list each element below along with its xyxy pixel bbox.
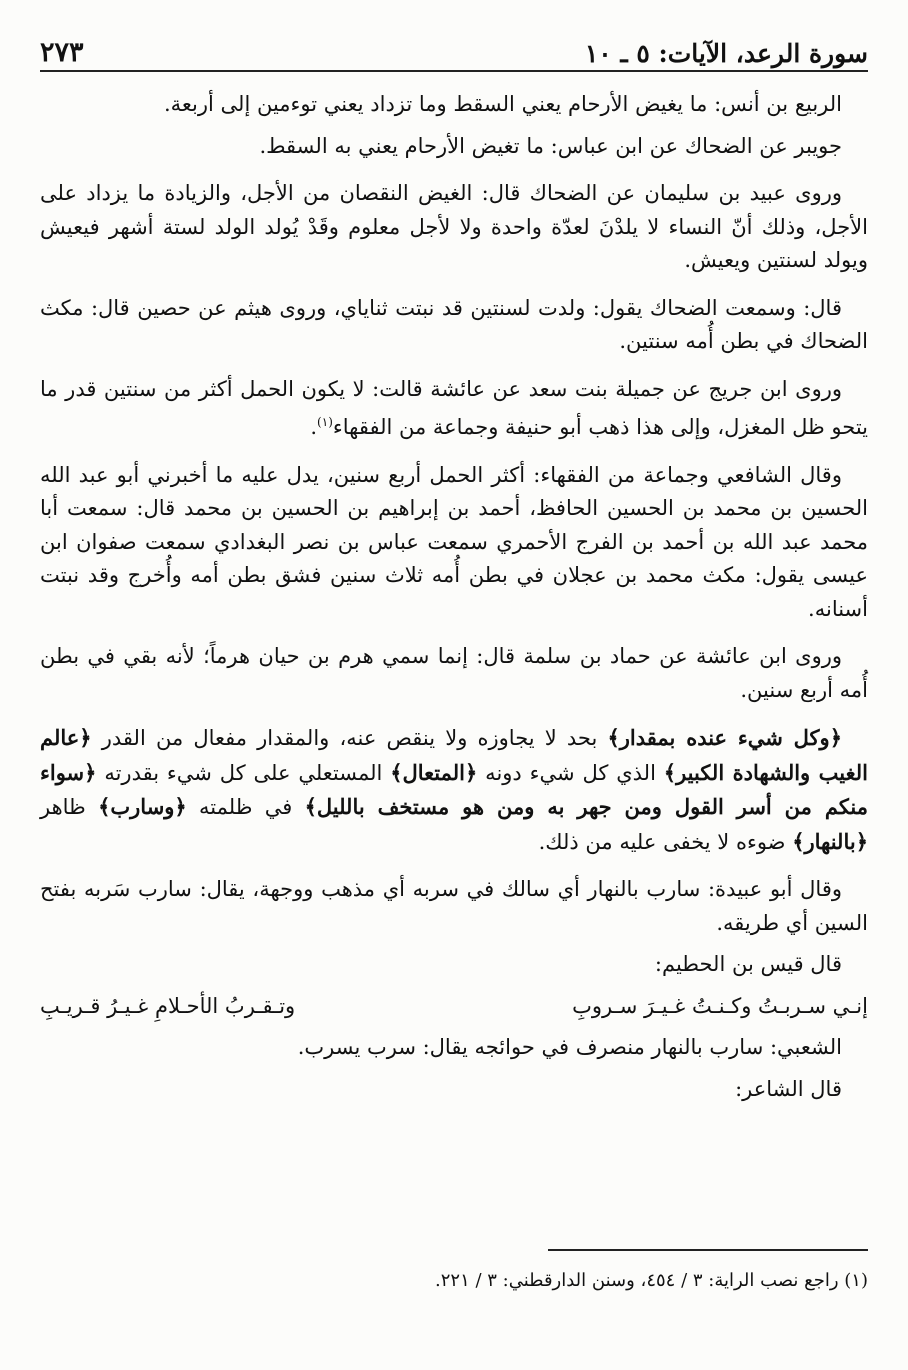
paragraph-6: وقال الشافعي وجماعة من الفقهاء: أكثر الحمل أربع سنين، يدل عليه ما أخبرني أبو عبد الله الحسين بن محمد بن الحسين الحافظ، أحمد بن إبراهيم بن الحسين بن محمد قال: سمعت أبا محمد عبد الله بن أحمد بن الفرج الأحمري سمعت عباس بن نصر البغدادي سمعت صفوان ابن عيسى يقول: مكث محمد بن عجلان في بطن أُمه ثلاث سنين فشق بطن أمه وأُخرج وقد نبتت أسنانه. xyxy=(40,462,868,621)
footnote-rule xyxy=(548,1249,868,1251)
commentary-text: ظاهر xyxy=(40,795,99,819)
poetry-verse xyxy=(40,990,868,1024)
paragraph-3: وروى عبيد بن سليمان عن الضحاك قال: الغيض النقصان من الأجل، والزيادة ما يزداد على الأجل، وذلك أنّ النساء لا يلدْنَ لعدّة واحدة ولا لأجل معلوم وقَدْ يُولد الولد لستة أشهر فيعيش ويولد لسنتين ويعيش. xyxy=(40,181,868,272)
quran-quote: ﴿بالنهار﴾ xyxy=(792,828,868,854)
verse-second-hemistich: وتـقـربُ الأحـلامِ غـيـرُ قـريـبِ xyxy=(40,993,296,1018)
page-number: ٢٧٣ xyxy=(40,37,84,68)
commentary-text: المستعلي على كل شيء بقدرته xyxy=(96,760,391,785)
quran-quote: ﴿عالم الغيب والشهادة الكبير﴾ xyxy=(40,725,868,785)
commentary-text: ضوءه لا يخفى عليه من ذلك. xyxy=(538,829,793,854)
running-header xyxy=(40,28,868,68)
header-rule xyxy=(40,70,868,72)
paragraph-5-text: وروى ابن جريج عن جميلة بنت سعد عن عائشة قالت: لا يكون الحمل أكثر من سنتين قدر ما يتحو ظل المغزل، وإلى هذا ذهب أبو حنيفة وجماعة من الفقهاء xyxy=(40,376,868,439)
quran-quote: ﴿وكل شيء عنده بمقدار﴾ xyxy=(607,725,843,750)
footnote-reference: (١) xyxy=(317,415,333,429)
paragraph-4: قال: وسمعت الضحاك يقول: ولدت لسنتين قد نبتت ثناياي، وروى هيثم عن حصين قال: مكث الضحاك في بطن أُمه سنتين. xyxy=(40,295,868,353)
commentary-text: في ظلمته xyxy=(186,795,305,819)
paragraph-8 xyxy=(40,721,868,859)
quran-quote: ﴿وسارب﴾ xyxy=(98,794,187,819)
commentary-text: بحد لا يجاوزه ولا ينقص عنه، والمقدار مفعال من القدر xyxy=(91,726,608,750)
paragraph-11: الشعبي: سارب بالنهار منصرف في حوائجه يقال: سرب يسرب. xyxy=(297,1035,842,1059)
paragraph-9: وقال أبو عبيدة: سارب بالنهار أي سالك في سربه أي مذهب ووجهة، يقال: سارب سَربه بفتح السين أي طريقه. xyxy=(40,877,868,935)
main-text xyxy=(40,88,868,1114)
verse-first-hemistich: إنـي سـربـتُ وكـنـتُ غـيـرَ سـروبِ xyxy=(572,993,868,1018)
paragraph-10: قال قيس بن الحطيم: xyxy=(654,952,842,976)
quran-quote: ﴿سواء منكم من أسر القول ومن جهر به ومن هو مستخف بالليل﴾ xyxy=(40,759,868,819)
paragraph-1: الربيع بن أنس: ما يغيض الأرحام يعني السقط وما تزداد يعني توءمين إلى أربعة. xyxy=(163,92,842,116)
paragraph-2: جويبر عن الضحاك عن ابن عباس: ما تغيض الأرحام يعني به السقط. xyxy=(259,133,842,158)
surah-title: سورة الرعد، الآيات: ٥ ـ ١٠ xyxy=(584,39,868,68)
paragraph-12: قال الشاعر: xyxy=(735,1076,842,1101)
paragraph-5-end: . xyxy=(310,415,318,439)
footnote: (١) راجع نصب الراية: ٣ / ٤٥٤، وسنن الدارقطني: ٣ / ٢٢١. xyxy=(435,1270,868,1291)
quran-quote: ﴿المتعال﴾ xyxy=(390,759,478,785)
commentary-text: الذي كل شيء دونه xyxy=(477,760,664,785)
paragraph-5 xyxy=(40,373,868,445)
paragraph-7: وروى ابن عائشة عن حماد بن سلمة قال: إنما سمي هرم بن حيان هرماً؛ لأنه بقي في بطن أُمه أربع سنين. xyxy=(40,644,868,702)
